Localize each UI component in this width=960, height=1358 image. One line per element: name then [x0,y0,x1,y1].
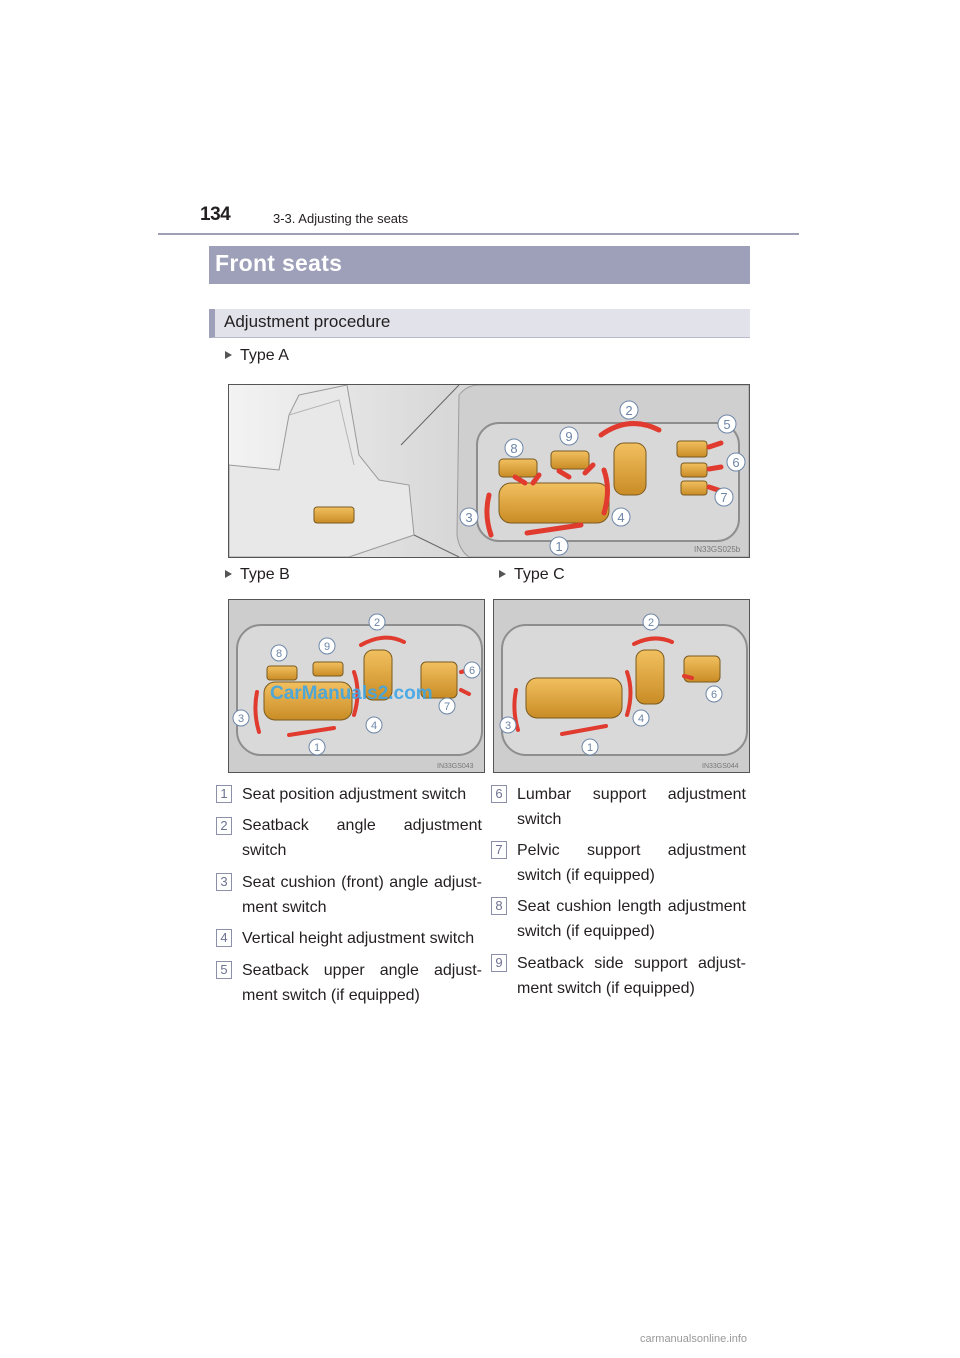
legend-right-column [491,782,749,1002]
item-number: 8 [491,897,507,915]
legend-item: Pelvic support adjustment switch (if equipped) [517,842,746,884]
figure-code-a: IN33GS025b [694,545,741,554]
legend-item: Seat cushion (front) angle adjust- ment switch [242,874,482,916]
legend-left-column [216,782,482,1022]
item-number: 4 [216,929,232,947]
svg-text:6: 6 [468,665,476,677]
svg-text:3: 3 [504,720,512,732]
svg-text:9: 9 [323,641,331,653]
figure-type-a [228,384,750,558]
svg-text:8: 8 [510,441,518,456]
footer-watermark: carmanualsonline.info [640,1333,748,1345]
figure-code-c: IN33GS044 [702,763,739,770]
legend-item: Seat cushion length adjustment switch (if equipped) [517,898,746,940]
item-number: 7 [491,841,507,859]
item-number: 5 [216,961,232,979]
subtitle-bar [209,309,750,338]
legend-item: Lumbar support adjustment switch [517,786,746,828]
type-a-label: Type A [225,347,289,365]
legend-item: Seatback angle adjustment switch [242,817,482,859]
svg-text:2: 2 [625,403,633,418]
section-heading: 3-3. Adjusting the seats [273,211,409,226]
header-rule [158,233,799,235]
legend-item: Seat position adjustment switch [242,786,467,803]
legend-item: Seatback upper angle adjust- ment switch (if equipped) [242,962,482,1004]
page-title: Front seats [215,250,343,276]
title-bar [209,246,750,284]
svg-text:6: 6 [732,455,740,470]
triangle-icon [225,570,232,578]
svg-text:8: 8 [275,648,283,660]
seat-switch-illustration-a [229,385,749,557]
legend-item: Seatback side support adjust- ment switch (if equipped) [517,955,746,997]
subtitle: Adjustment procedure [224,312,391,331]
svg-text:5: 5 [723,417,731,432]
svg-text:3: 3 [465,510,473,525]
svg-text:7: 7 [720,490,728,505]
triangle-icon [225,351,232,359]
svg-text:1: 1 [586,742,594,754]
figure-type-c [493,599,750,773]
type-c-label: Type C [499,566,565,584]
item-number: 3 [216,873,232,891]
type-b-label: Type B [225,566,290,584]
item-number: 1 [216,785,232,803]
item-number: 2 [216,817,232,835]
svg-text:1: 1 [555,539,563,554]
item-number: 6 [491,785,507,803]
seat-switch-illustration-c [494,600,749,772]
svg-text:4: 4 [617,510,625,525]
svg-text:4: 4 [370,720,378,732]
svg-text:3: 3 [237,713,245,725]
svg-text:2: 2 [373,617,381,629]
svg-text:4: 4 [637,713,645,725]
figure-code-b: IN33GS043 [437,763,474,770]
svg-text:6: 6 [710,689,718,701]
page-number: 134 [200,204,231,225]
svg-text:2: 2 [647,617,655,629]
triangle-icon [499,570,506,578]
svg-text:1: 1 [313,742,321,754]
legend-item: Vertical height adjustment switch [242,930,475,947]
item-number: 9 [491,954,507,972]
watermark-text: CarManuals2.com [270,683,433,704]
svg-text:7: 7 [443,701,451,713]
svg-text:9: 9 [565,429,573,444]
